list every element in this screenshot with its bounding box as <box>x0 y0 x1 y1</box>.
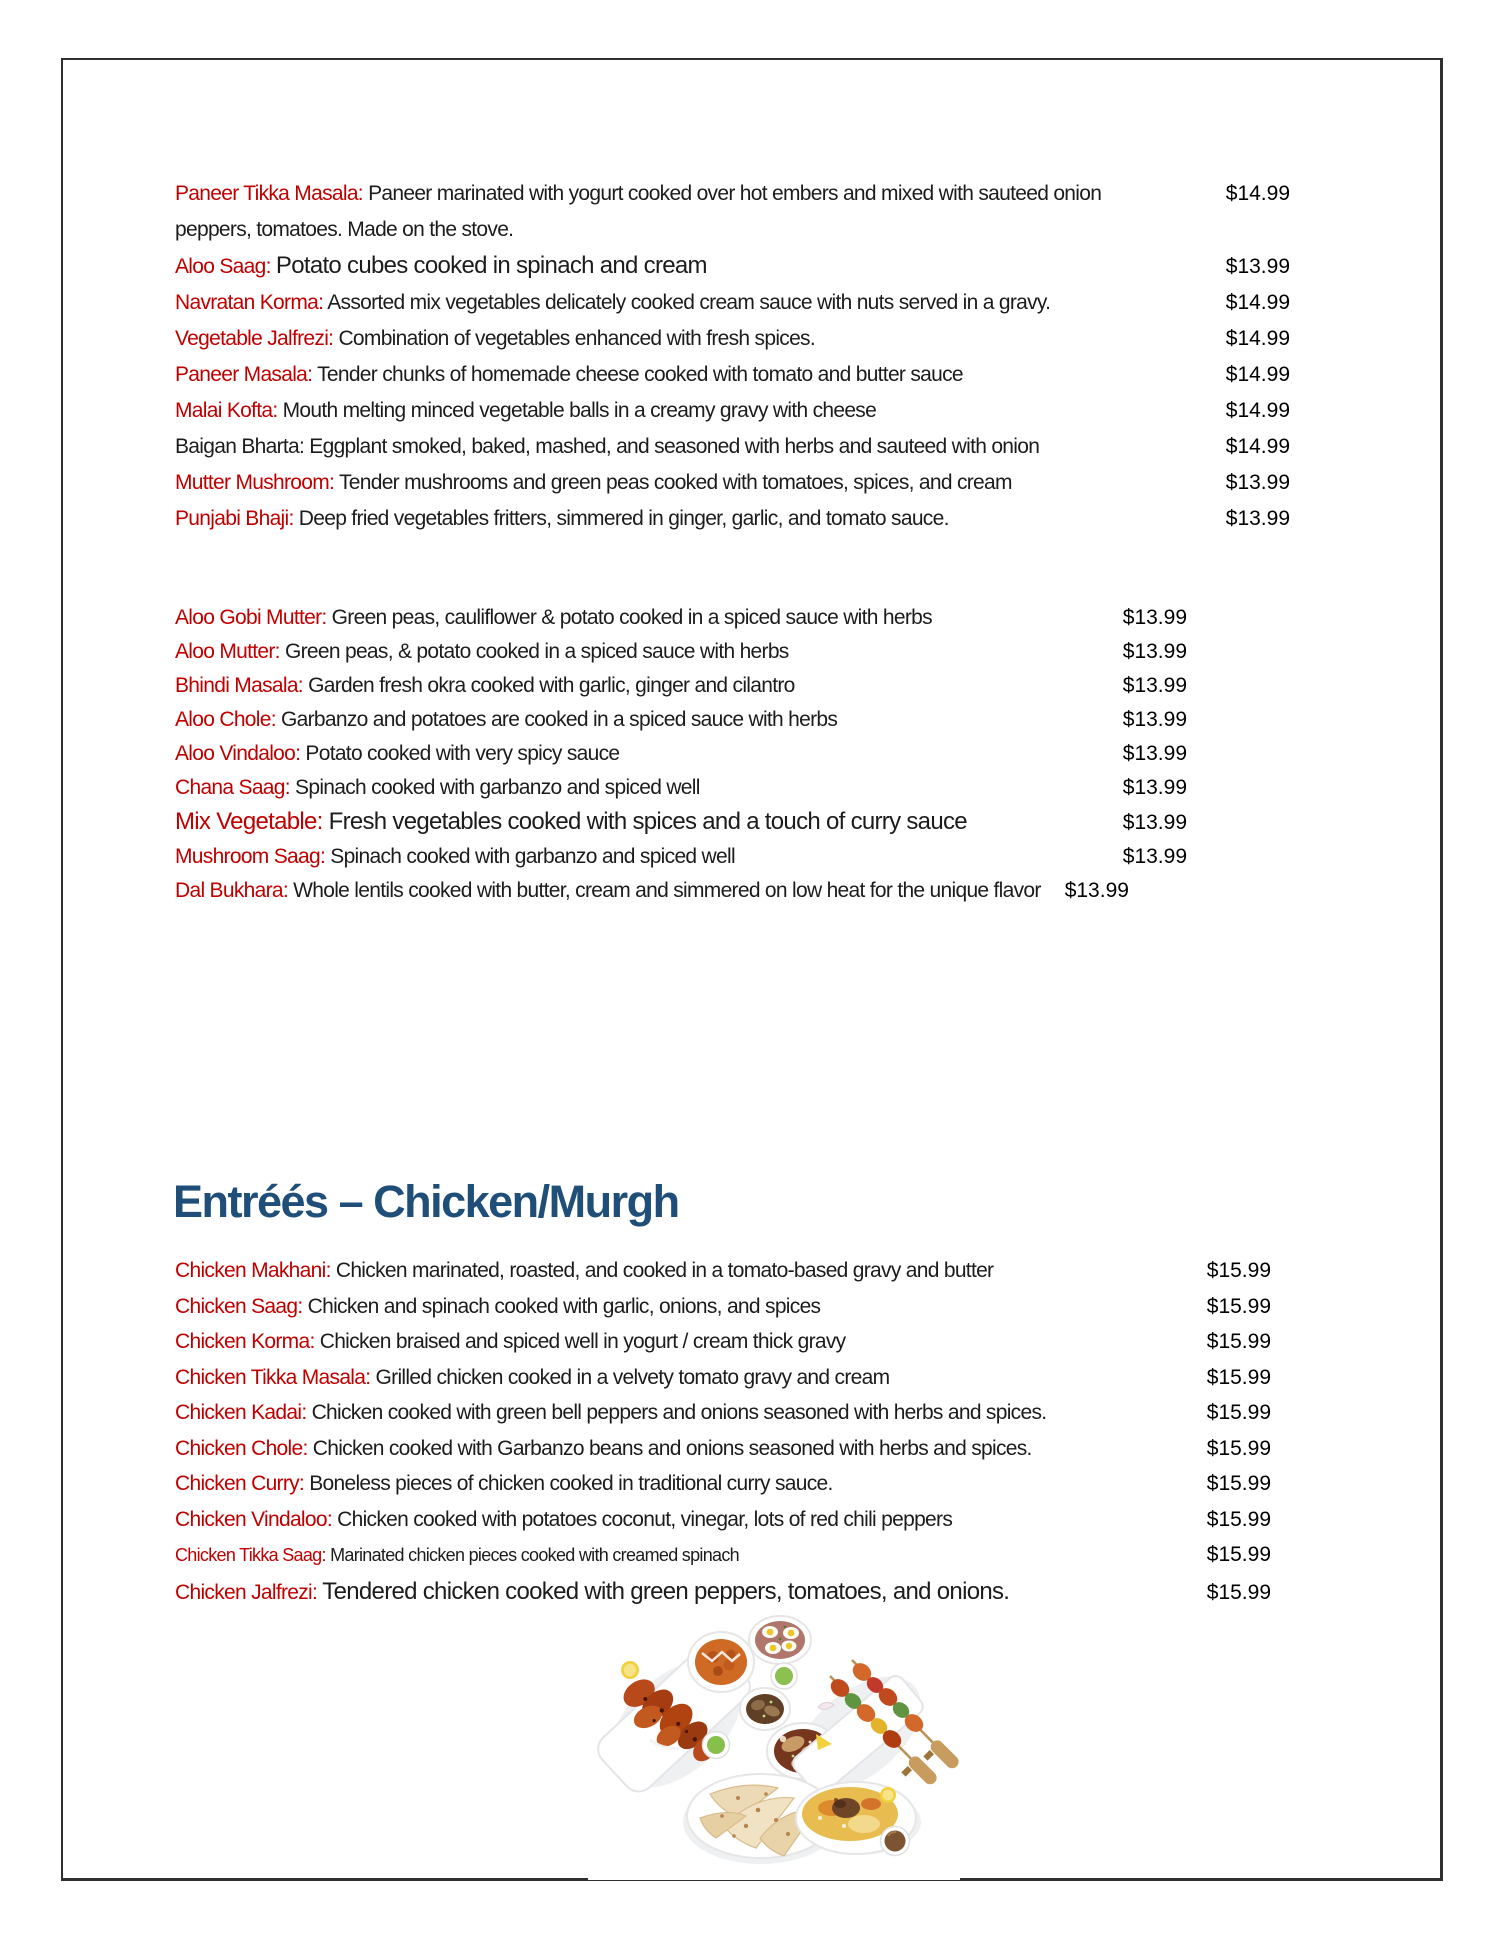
menu-item-text <box>175 1324 845 1360</box>
menu-item-description: Chicken and spinach cooked with garlic, onions, and spices <box>307 1294 821 1318</box>
menu-item-row <box>175 840 1187 874</box>
menu-item-description: Whole lentils cooked with butter, cream and simmered on low heat for the unique flavor <box>293 879 1041 902</box>
menu-section-vegetarian-entrees <box>175 176 1290 537</box>
menu-item-row <box>175 771 1187 805</box>
menu-item-price: $15.99 <box>1206 1580 1271 1604</box>
menu-item-row <box>175 737 1187 771</box>
menu-item-text <box>175 285 1050 321</box>
menu-item-text <box>175 429 1039 465</box>
menu-item-price: $15.99 <box>1206 1365 1271 1389</box>
menu-item-text <box>175 1360 889 1396</box>
menu-item-text <box>175 737 619 771</box>
menu-item-name: Baigan Bharta: <box>175 435 305 458</box>
menu-item-text <box>175 465 1012 501</box>
menu-item-name: Chana Saag: <box>175 776 290 799</box>
menu-item-description: Chicken marinated, roasted, and cooked in a tomato-based gravy and butter <box>335 1259 994 1282</box>
menu-item-price: $14.99 <box>1225 291 1290 314</box>
menu-item-price: $15.99 <box>1206 1294 1271 1318</box>
menu-item-price: $14.99 <box>1225 399 1290 422</box>
menu-item-description: Spinach cooked with garbanzo and spiced well <box>295 776 700 799</box>
menu-item-price: $13.99 <box>1122 674 1187 697</box>
menu-item-name: Chicken Makhani: <box>175 1259 331 1282</box>
menu-item-description: Grilled chicken cooked in a velvety tomato gravy and cream <box>375 1365 890 1389</box>
menu-item-row <box>175 669 1187 703</box>
menu-item-name: Paneer Tikka Masala: <box>175 182 363 205</box>
menu-item-row <box>175 601 1187 635</box>
menu-item-name: Chicken Jalfrezi: <box>175 1580 318 1604</box>
menu-item-row <box>175 703 1187 737</box>
menu-item-description: Marinated chicken pieces cooked with creamed spinach <box>330 1545 739 1565</box>
menu-item-name: Chicken Korma: <box>175 1330 315 1353</box>
menu-item-text <box>175 1253 993 1289</box>
section-heading-chicken-entrees: Entréés – Chicken/Murgh <box>173 1176 679 1228</box>
menu-item-text <box>175 1502 952 1538</box>
menu-item-name: Chicken Kadai: <box>175 1401 307 1424</box>
menu-item-name: Mix Vegetable: <box>175 808 323 835</box>
menu-item-name: Mushroom Saag: <box>175 845 326 868</box>
menu-item-description: Eggplant smoked, baked, mashed, and seasoned with herbs and sauteed with onion <box>309 435 1040 458</box>
menu-item-row <box>175 635 1187 669</box>
menu-item-row <box>175 465 1290 501</box>
menu-item-description: Chicken cooked with Garbanzo beans and onions seasoned with herbs and spices. <box>312 1436 1032 1460</box>
menu-item-price: $15.99 <box>1206 1543 1271 1566</box>
menu-item-name: Chicken Saag: <box>175 1294 303 1318</box>
menu-item-description: Paneer marinated with yogurt cooked over hot embers and mixed with sauteed onion peppers, tomatoes. Made on the stove. <box>175 182 1102 241</box>
menu-item-text <box>175 393 876 429</box>
menu-item-text <box>175 1538 739 1574</box>
menu-item-price: $15.99 <box>1206 1330 1271 1353</box>
menu-item-row <box>175 393 1290 429</box>
food-photo <box>588 1612 960 1880</box>
menu-item-text <box>175 874 1041 908</box>
menu-item-name: Aloo Vindaloo: <box>175 742 301 765</box>
menu-item-price: $13.99 <box>1064 879 1129 902</box>
menu-item-price: $13.99 <box>1122 811 1187 834</box>
menu-item-name: Mutter Mushroom: <box>175 471 335 494</box>
menu-item-text <box>175 357 963 393</box>
menu-item-price: $14.99 <box>1225 327 1290 350</box>
menu-item-name: Aloo Saag: <box>175 255 271 278</box>
menu-item-description: Fresh vegetables cooked with spices and a touch of curry sauce <box>328 808 967 835</box>
menu-item-text <box>175 840 735 874</box>
menu-item-row <box>175 176 1290 248</box>
menu-item-row <box>175 1574 1271 1611</box>
menu-item-text <box>175 635 789 669</box>
menu-item-text <box>175 1289 820 1325</box>
menu-item-price: $13.99 <box>1225 255 1290 278</box>
menu-item-row <box>175 805 1187 840</box>
menu-section-chicken-entrees <box>175 1253 1271 1610</box>
menu-item-row <box>175 429 1290 465</box>
menu-item-description: Combination of vegetables enhanced with fresh spices. <box>338 327 815 350</box>
menu-item-row <box>175 501 1290 537</box>
menu-item-name: Punjabi Bhaji: <box>175 507 294 530</box>
sauce-bowl <box>881 1827 910 1856</box>
menu-item-text <box>175 1395 1046 1431</box>
menu-item-text <box>175 703 837 737</box>
menu-item-name: Paneer Masala: <box>175 363 313 386</box>
menu-item-price: $13.99 <box>1122 845 1187 868</box>
menu-item-name: Aloo Gobi Mutter: <box>175 606 327 629</box>
mushroom-curry-bowl <box>740 1688 790 1730</box>
green-dip-bowl <box>771 1663 797 1689</box>
menu-item-row <box>175 1395 1271 1431</box>
menu-item-description: Green peas, cauliflower & potato cooked in a spiced sauce with herbs <box>331 606 932 629</box>
menu-item-price: $14.99 <box>1225 182 1290 205</box>
menu-item-description: Garbanzo and potatoes are cooked in a spiced sauce with herbs <box>281 708 838 731</box>
menu-item-name: Aloo Mutter: <box>175 640 280 663</box>
menu-item-name: Chicken Tikka Masala: <box>175 1365 371 1389</box>
menu-item-name: Aloo Chole: <box>175 708 276 731</box>
menu-item-name: Chicken Curry: <box>175 1472 305 1495</box>
menu-item-name: Dal Bukhara: <box>175 879 288 902</box>
menu-item-price: $15.99 <box>1206 1259 1271 1282</box>
menu-item-row <box>175 1537 1271 1574</box>
menu-item-text <box>175 1466 833 1502</box>
menu-item-text <box>175 771 700 805</box>
menu-item-text <box>175 1574 1009 1611</box>
menu-item-row <box>175 357 1290 393</box>
menu-item-name: Bhindi Masala: <box>175 674 303 697</box>
menu-item-text <box>175 805 967 839</box>
menu-item-price: $15.99 <box>1206 1472 1271 1495</box>
menu-item-price: $15.99 <box>1206 1436 1271 1460</box>
menu-item-description: Potato cubes cooked in spinach and cream <box>275 252 707 279</box>
menu-item-description: Mouth melting minced vegetable balls in a creamy gravy with cheese <box>282 399 877 422</box>
menu-item-price: $13.99 <box>1122 776 1187 799</box>
butter-chicken-bowl <box>688 1632 754 1692</box>
menu-item-description: Potato cooked with very spicy sauce <box>305 742 620 765</box>
food-photo-illustration <box>588 1612 960 1880</box>
menu-item-text <box>175 501 949 537</box>
menu-item-price: $14.99 <box>1225 435 1290 458</box>
menu-item-name: Chicken Tikka Saag: <box>175 1545 326 1565</box>
menu-item-row <box>175 321 1290 357</box>
menu-item-price: $13.99 <box>1122 640 1187 663</box>
menu-item-row <box>175 1253 1271 1289</box>
menu-item-description: Chicken braised and spiced well in yogurt / cream thick gravy <box>319 1330 846 1353</box>
menu-item-text <box>175 601 932 635</box>
menu-item-text <box>175 248 707 285</box>
menu-item-price: $13.99 <box>1225 507 1290 530</box>
menu-section-vegetarian-entrees-continued <box>175 601 1187 908</box>
menu-item-price: $14.99 <box>1225 363 1290 386</box>
menu-item-text <box>175 1431 1032 1467</box>
menu-item-name: Malai Kofta: <box>175 399 278 422</box>
menu-item-row <box>175 1431 1271 1467</box>
menu-item-description: Deep fried vegetables fritters, simmered in ginger, garlic, and tomato sauce. <box>298 507 949 530</box>
menu-item-price: $13.99 <box>1122 606 1187 629</box>
menu-item-text <box>175 176 1105 248</box>
menu-item-price: $15.99 <box>1206 1507 1271 1531</box>
menu-item-text <box>175 321 815 357</box>
menu-item-name: Chicken Vindaloo: <box>175 1507 332 1531</box>
menu-item-price: $15.99 <box>1206 1401 1271 1424</box>
menu-item-row <box>175 1502 1271 1538</box>
menu-item-row <box>175 285 1290 321</box>
green-chutney-bowl <box>703 1732 730 1759</box>
menu-item-description: Boneless pieces of chicken cooked in traditional curry sauce. <box>309 1472 833 1495</box>
egg-curry-bowl <box>749 1616 811 1664</box>
menu-item-text <box>175 669 795 703</box>
menu-item-description: Spinach cooked with garbanzo and spiced well <box>330 845 735 868</box>
biryani-platter <box>796 1782 916 1856</box>
menu-item-description: Chicken cooked with potatoes coconut, vinegar, lots of red chili peppers <box>337 1507 953 1531</box>
menu-item-row <box>175 1360 1271 1396</box>
menu-item-row <box>175 1324 1271 1360</box>
menu-item-row <box>175 874 1187 908</box>
menu-item-description: Tender chunks of homemade cheese cooked with tomato and butter sauce <box>317 363 963 386</box>
menu-item-description: Chicken cooked with green bell peppers and onions seasoned with herbs and spices. <box>311 1401 1047 1424</box>
menu-item-row <box>175 248 1290 285</box>
menu-item-row <box>175 1466 1271 1502</box>
menu-item-name: Navratan Korma: <box>175 291 324 314</box>
menu-item-description: Tendered chicken cooked with green peppers, tomatoes, and onions. <box>322 1577 1010 1605</box>
menu-item-name: Chicken Chole: <box>175 1436 308 1460</box>
menu-item-price: $13.99 <box>1122 708 1187 731</box>
menu-item-description: Green peas, & potato cooked in a spiced sauce with herbs <box>284 640 789 663</box>
menu-item-row <box>175 1289 1271 1325</box>
menu-item-description: Tender mushrooms and green peas cooked with tomatoes, spices, and cream <box>338 471 1012 494</box>
menu-item-price: $13.99 <box>1225 471 1290 494</box>
menu-item-price: $13.99 <box>1122 742 1187 765</box>
menu-item-description: Assorted mix vegetables delicately cooked cream sauce with nuts served in a gravy. <box>327 291 1051 314</box>
menu-item-name: Vegetable Jalfrezi: <box>175 327 334 350</box>
menu-item-description: Garden fresh okra cooked with garlic, ginger and cilantro <box>308 674 795 697</box>
